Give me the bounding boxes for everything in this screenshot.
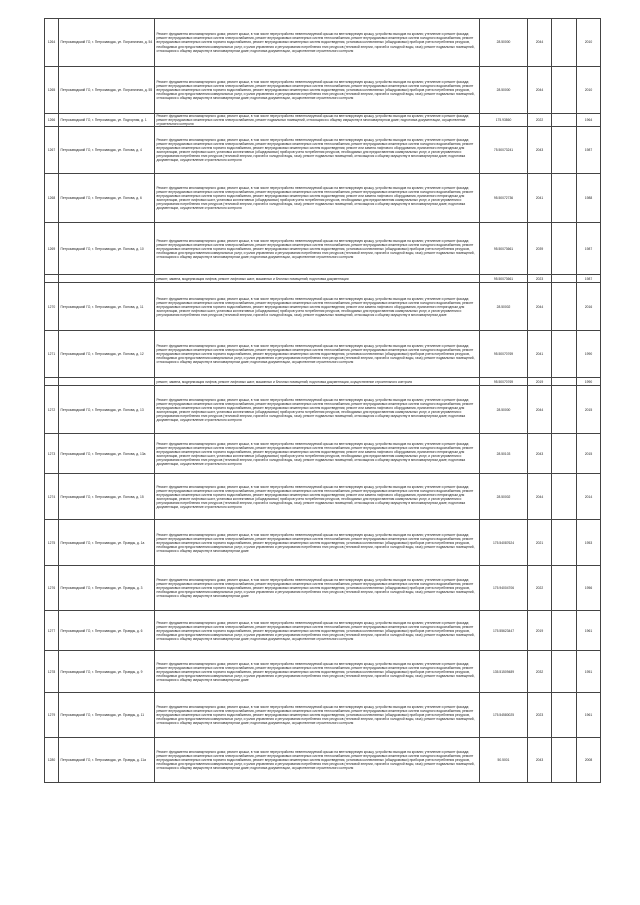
row-year-built: 1990 xyxy=(577,378,601,386)
row-number: 1265 xyxy=(45,67,59,114)
row-year-built: 2010 xyxy=(577,19,601,67)
row-year-work: 2044 xyxy=(528,283,552,331)
row-cost: 175.93860 xyxy=(480,114,528,127)
row-year-built: 1961 xyxy=(577,611,601,651)
table-row xyxy=(45,386,601,434)
row-spacer xyxy=(552,19,577,67)
row-address: Петрозаводский ГО, г. Петрозаводск, ул. Правды, д. 3 xyxy=(59,566,155,611)
row-year-built: 1953 xyxy=(577,520,601,566)
row-address: Петрозаводский ГО, г. Петрозаводск, ул. Попова, д. 15 xyxy=(59,474,155,520)
row-year-built: 2016 xyxy=(577,283,601,331)
row-cost: 28.50103 xyxy=(480,434,528,474)
document-page xyxy=(44,18,600,783)
row-year-built: 2008 xyxy=(577,738,601,783)
row-spacer xyxy=(552,611,577,651)
row-number: 1276 xyxy=(45,566,59,611)
row-year-work: 2032 xyxy=(528,651,552,693)
row-year-work: 2043 xyxy=(528,738,552,783)
row-year-work: 2039 xyxy=(528,223,552,275)
row-cost: 175.55623447 xyxy=(480,611,528,651)
row-address xyxy=(59,275,155,283)
row-number: 1279 xyxy=(45,693,59,738)
row-spacer xyxy=(552,174,577,223)
row-year-built: 1951 xyxy=(577,651,601,693)
row-year-work: 2044 xyxy=(528,19,552,67)
row-spacer xyxy=(552,738,577,783)
row-year-built: 1990 xyxy=(577,331,601,378)
row-address: Петрозаводский ГО, г. Петрозаводск, ул. Попова, д. 13а xyxy=(59,434,155,474)
row-number: 1268 xyxy=(45,174,59,223)
row-year-work: 2023 xyxy=(528,275,552,283)
row-spacer xyxy=(552,223,577,275)
capital-repair-table xyxy=(44,18,601,783)
row-address: Петрозаводский ГО, г. Петрозаводск, ул. Правды, д. 1а xyxy=(59,520,155,566)
row-year-work: 2019 xyxy=(528,378,552,386)
row-year-built: 1961 xyxy=(577,693,601,738)
table-row xyxy=(45,174,601,223)
row-address: Петрозаводский ГО, г. Петрозаводск, ул. Правды, д. 6 xyxy=(59,611,155,651)
row-works: Ремонт фундамента многоквартирного дома; ремонт крыши, в том числе переустройство невентилируемой крыши на вентилируемую крышу, устройство выходов на кровлю; утепление и ремонт фасада; ремонт внутридомовых инженерных систем электроснабжения, ремонт внутридомовых инженерных систем теплоснабжения, ремонт внутридомовых инженерных систем холодного водоснабжения, ремонт внутридомовых инженерных систем горячего водоснабжения, ремонт внутридомовых инженерных систем водоотведения, установка коллективных (общедомовых) приборов учета потребления ресурсов, необходимых для предоставления коммунальных услуг, и узлов управления и регулирования потребления этих ресурсов (тепловой энергии, горячей и холодной воды, газа); ремонт подвальных помещений, относящихся к общему имуществу в многоквартирном доме; подготовка документации, осуществление строительного контроля xyxy=(155,611,480,651)
row-year-built: 1987 xyxy=(577,275,601,283)
table-row xyxy=(45,693,601,738)
row-spacer xyxy=(552,67,577,114)
row-year-built: 2015 xyxy=(577,386,601,434)
table-row xyxy=(45,566,601,611)
row-works: Ремонт фундамента многоквартирного дома; ремонт крыши, в том числе переустройство невентилируемой крыши на вентилируемую крышу, устройство выходов на кровлю; утепление и ремонт фасада; ремонт внутридомовых инженерных систем электроснабжения, ремонт внутридомовых инженерных систем теплоснабжения, ремонт внутридомовых инженерных систем холодного водоснабжения, ремонт внутридомовых инженерных систем горячего водоснабжения, ремонт внутридомовых инженерных систем водоотведения, установка коллективных (общедомовых) приборов учета потребления ресурсов, необходимых для предоставления коммунальных услуг, и узлов управления и регулирования потребления этих ресурсов (тепловой энергии, горячей и холодной воды, газа); ремонт подвальных помещений, относящихся к общему имуществу в многоквартирном доме xyxy=(155,566,480,611)
row-year-work: 2022 xyxy=(528,114,552,127)
row-cost: 28.50000 xyxy=(480,19,528,67)
row-works: Ремонт фундамента многоквартирного дома; ремонт крыши, в том числе переустройство невентилируемой крыши на вентилируемую крышу, устройство выходов на кровлю; утепление и ремонт фасада; ремонт внутридомовых инженерных систем электроснабжения, ремонт подвальных помещений, относящихся к общему имуществу в многоквартирном доме; подготовка документации, осуществление строительного контроля xyxy=(155,114,480,127)
row-spacer xyxy=(552,127,577,174)
row-year-built: 2015 xyxy=(577,434,601,474)
row-number: 1274 xyxy=(45,474,59,520)
row-works: Ремонт фундамента многоквартирного дома; ремонт крыши, в том числе переустройство невентилируемой крыши на вентилируемую крышу, устройство выходов на кровлю; утепление и ремонт фасада; ремонт внутридомовых инженерных систем электроснабжения, ремонт внутридомовых инженерных систем теплоснабжения, ремонт внутридомовых инженерных систем холодного водоснабжения, ремонт внутридомовых инженерных систем горячего водоснабжения, ремонт внутридомовых инженерных систем водоотведения; ремонт или замена лифтового оборудования, признанного непригодным для эксплуатации, ремонт лифтовых шахт, установка коллективных (общедомовых) приборов учета потребления ресурсов, необходимых для предоставления коммунальных услуг, и узлов управления и регулирования потребления этих ресурсов (тепловой энергии, горячей и холодной воды, газа); ремонт подвальных помещений, относящихся к общему имуществу в многоквартирном доме; подготовка документации, осуществление строительного контроля xyxy=(155,474,480,520)
row-address: Петрозаводский ГО, г. Петрозаводск, ул. Подгорная, д. 1 xyxy=(59,114,155,127)
row-year-built: 1964 xyxy=(577,114,601,127)
row-year-work: 2041 xyxy=(528,174,552,223)
row-number: 1272 xyxy=(45,386,59,434)
row-address: Петрозаводский ГО, г. Петрозаводск, ул. Попова, д. 11 xyxy=(59,283,155,331)
row-cost: 95.50073661 xyxy=(480,223,528,275)
row-cost: 135.51509489 xyxy=(480,651,528,693)
row-year-built: 1987 xyxy=(577,223,601,275)
table-row xyxy=(45,378,601,386)
row-spacer xyxy=(552,283,577,331)
row-works: Ремонт фундамента многоквартирного дома; ремонт крыши, в том числе переустройство невентилируемой крыши на вентилируемую крышу, устройство выходов на кровлю; утепление и ремонт фасада; ремонт внутридомовых инженерных систем электроснабжения, ремонт внутридомовых инженерных систем теплоснабжения, ремонт внутридомовых инженерных систем холодного водоснабжения, ремонт внутридомовых инженерных систем горячего водоснабжения, ремонт внутридомовых инженерных систем водоотведения, установка коллективных (общедомовых) приборов учета потребления ресурсов, необходимых для предоставления коммунальных услуг, и узлов управления и регулирования потребления этих ресурсов (тепловой энергии, горячей и холодной воды, газа); ремонт подвальных помещений, относящихся к общему имуществу в многоквартирном доме; подготовка документации, осуществление строительного контроля xyxy=(155,331,480,378)
row-number: 1264 xyxy=(45,19,59,67)
row-address: Петрозаводский ГО, г. Петрозаводск, ул. Пограничная, д. 55 xyxy=(59,67,155,114)
row-spacer xyxy=(552,114,577,127)
row-year-work: 2019 xyxy=(528,611,552,651)
table-row xyxy=(45,738,601,783)
row-address: Петрозаводский ГО, г. Петрозаводск, ул. Попова, д. 6 xyxy=(59,174,155,223)
row-year-work: 2044 xyxy=(528,386,552,434)
row-year-built: 1987 xyxy=(577,127,601,174)
row-number: 1269 xyxy=(45,223,59,275)
table-row xyxy=(45,520,601,566)
row-address: Петрозаводский ГО, г. Петрозаводск, ул. Правды, д. 9 xyxy=(59,651,155,693)
table-row xyxy=(45,127,601,174)
row-year-work: 2021 xyxy=(528,520,552,566)
row-year-work: 2041 xyxy=(528,331,552,378)
row-year-work: 2044 xyxy=(528,67,552,114)
row-works: Ремонт фундамента многоквартирного дома; ремонт крыши, в том числе переустройство невентилируемой крыши на вентилируемую крышу, устройство выходов на кровлю; утепление и ремонт фасада; ремонт внутридомовых инженерных систем электроснабжения, ремонт внутридомовых инженерных систем теплоснабжения, ремонт внутридомовых инженерных систем холодного водоснабжения, ремонт внутридомовых инженерных систем горячего водоснабжения, ремонт внутридомовых инженерных систем водоотведения; ремонт или замена лифтового оборудования, признанного непригодным для эксплуатации, ремонт лифтовых шахт, установка коллективных (общедомовых) приборов учета потребления ресурсов, необходимых для предоставления коммунальных услуг, и узлов управления и регулирования потребления этих ресурсов (тепловой энергии, горячей и холодной воды, газа); ремонт подвальных помещений, относящихся к общему имуществу в многоквартирном доме xyxy=(155,283,480,331)
row-address: Петрозаводский ГО, г. Петрозаводск, ул. Попова, д. 10 xyxy=(59,223,155,275)
row-year-work: 2044 xyxy=(528,474,552,520)
row-cost: 95.50073661 xyxy=(480,275,528,283)
row-works: Ремонт фундамента многоквартирного дома; ремонт крыши, в том числе переустройство невентилируемой крыши на вентилируемую крышу, устройство выходов на кровлю; утепление и ремонт фасада; ремонт внутридомовых инженерных систем электроснабжения, ремонт внутридомовых инженерных систем теплоснабжения, ремонт внутридомовых инженерных систем холодного водоснабжения, ремонт внутридомовых инженерных систем горячего водоснабжения, ремонт внутридомовых инженерных систем водоотведения, установка коллективных (общедомовых) приборов учета потребления ресурсов, необходимых для предоставления коммунальных услуг, и узлов управления и регулирования потребления этих ресурсов (тепловой энергии, горячей и холодной воды, газа); ремонт подвальных помещений, относящихся к общему имуществу в многоквартирном доме xyxy=(155,520,480,566)
row-address: Петрозаводский ГО, г. Петрозаводск, ул. Попова, д. 4 xyxy=(59,127,155,174)
row-cost: 28.50000 xyxy=(480,67,528,114)
table-row xyxy=(45,474,601,520)
row-spacer xyxy=(552,378,577,386)
row-address: Петрозаводский ГО, г. Петрозаводск, ул. Пограничная, д. 54 xyxy=(59,19,155,67)
row-year-work: 2022 xyxy=(528,566,552,611)
row-cost: 175.94004706 xyxy=(480,566,528,611)
table-body xyxy=(45,19,601,783)
row-year-work: 2043 xyxy=(528,127,552,174)
table-row xyxy=(45,611,601,651)
row-year-work: 2043 xyxy=(528,434,552,474)
row-spacer xyxy=(552,331,577,378)
row-year-built: 1956 xyxy=(577,566,601,611)
row-cost: 28.50002 xyxy=(480,283,528,331)
row-spacer xyxy=(552,693,577,738)
row-number: 1271 xyxy=(45,331,59,378)
row-works: Ремонт фундамента многоквартирного дома; ремонт крыши, в том числе переустройство невентилируемой крыши на вентилируемую крышу, устройство выходов на кровлю; утепление и ремонт фасада; ремонт внутридомовых инженерных систем электроснабжения, ремонт внутридомовых инженерных систем теплоснабжения, ремонт внутридомовых инженерных систем холодного водоснабжения, ремонт внутридомовых инженерных систем горячего водоснабжения, ремонт внутридомовых инженерных систем водоотведения; ремонт или замена лифтового оборудования, признанного непригодным для эксплуатации, ремонт лифтовых шахт, установка коллективных (общедомовых) приборов учета потребления ресурсов, необходимых для предоставления коммунальных услуг, и узлов управления и регулирования потребления этих ресурсов (тепловой энергии, горячей и холодной воды, газа); ремонт подвальных помещений, относящихся к общему имуществу в многоквартирном доме; подготовка документации, осуществление строительного контроля xyxy=(155,434,480,474)
row-works: ремонт, замена, модернизация лифтов, ремонт лифтовых шахт, машинных и блочных помещений; подготовка документации, осуществление строительного контроля xyxy=(155,378,480,386)
table-row xyxy=(45,114,601,127)
row-number xyxy=(45,275,59,283)
row-number xyxy=(45,378,59,386)
row-spacer xyxy=(552,651,577,693)
table-row xyxy=(45,434,601,474)
row-spacer xyxy=(552,275,577,283)
row-number: 1266 xyxy=(45,114,59,127)
row-address: Петрозаводский ГО, г. Петрозаводск, ул. Правды, д. 11 xyxy=(59,693,155,738)
row-year-work: 2023 xyxy=(528,693,552,738)
row-number: 1267 xyxy=(45,127,59,174)
row-number: 1270 xyxy=(45,283,59,331)
row-cost: 75.50073241 xyxy=(480,127,528,174)
row-cost: 95.50070769 xyxy=(480,378,528,386)
row-works: ремонт, замена, модернизация лифтов, ремонт лифтовых шахт, машинных и блочных помещений; подготовка документации xyxy=(155,275,480,283)
row-year-built: 2010 xyxy=(577,67,601,114)
row-year-built: 2014 xyxy=(577,474,601,520)
row-address: Петрозаводский ГО, г. Петрозаводск, ул. Попова, д. 12 xyxy=(59,331,155,378)
row-works: Ремонт фундамента многоквартирного дома; ремонт крыши, в том числе переустройство невентилируемой крыши на вентилируемую крышу, устройство выходов на кровлю; утепление и ремонт фасада; ремонт внутридомовых инженерных систем электроснабжения, ремонт внутридомовых инженерных систем теплоснабжения, ремонт внутридомовых инженерных систем холодного водоснабжения, ремонт внутридомовых инженерных систем горячего водоснабжения, ремонт внутридомовых инженерных систем водоотведения; ремонт или замена лифтового оборудования, признанного непригодным для эксплуатации, ремонт лифтовых шахт, установка коллективных (общедомовых) приборов учета потребления ресурсов, необходимых для предоставления коммунальных услуг, и узлов управления и регулирования потребления этих ресурсов (тепловой энергии, горячей и холодной воды, газа); ремонт подвальных помещений, относящихся к общему имуществу в многоквартирном доме; подготовка документации, осуществление строительного контроля xyxy=(155,127,480,174)
row-works: Ремонт фундамента многоквартирного дома; ремонт крыши, в том числе переустройство невентилируемой крыши на вентилируемую крышу, устройство выходов на кровлю; утепление и ремонт фасада; ремонт внутридомовых инженерных систем электроснабжения, ремонт внутридомовых инженерных систем теплоснабжения, ремонт внутридомовых инженерных систем холодного водоснабжения, ремонт внутридомовых инженерных систем горячего водоснабжения, ремонт внутридомовых инженерных систем водоотведения, установка коллективных (общедомовых) приборов учета потребления ресурсов, необходимых для предоставления коммунальных услуг, и узлов управления и регулирования потребления этих ресурсов (тепловой энергии, горячей и холодной воды, газа); ремонт подвальных помещений, относящихся к общему имуществу в многоквартирном доме; подготовка документации, осуществление строительного контроля xyxy=(155,223,480,275)
table-row xyxy=(45,283,601,331)
row-spacer xyxy=(552,566,577,611)
row-works: Ремонт фундамента многоквартирного дома; ремонт крыши, в том числе переустройство невентилируемой крыши на вентилируемую крышу, устройство выходов на кровлю; утепление и ремонт фасада; ремонт внутридомовых инженерных систем электроснабжения, ремонт внутридомовых инженерных систем теплоснабжения, ремонт внутридомовых инженерных систем холодного водоснабжения, ремонт внутридомовых инженерных систем горячего водоснабжения, ремонт внутридомовых инженерных систем водоотведения; ремонт или замена лифтового оборудования, признанного непригодным для эксплуатации, ремонт лифтовых шахт, установка коллективных (общедомовых) приборов учета потребления ресурсов, необходимых для предоставления коммунальных услуг, и узлов управления и регулирования потребления этих ресурсов (тепловой энергии, горячей и холодной воды, газа); ремонт подвальных помещений, относящихся к общему имуществу в многоквартирном доме; подготовка документации, осуществление строительного контроля xyxy=(155,174,480,223)
row-works: Ремонт фундамента многоквартирного дома; ремонт крыши, в том числе переустройство невентилируемой крыши на вентилируемую крышу, устройство выходов на кровлю; утепление и ремонт фасада; ремонт внутридомовых инженерных систем электроснабжения, ремонт внутридомовых инженерных систем теплоснабжения, ремонт внутридомовых инженерных систем холодного водоснабжения, ремонт внутридомовых инженерных систем горячего водоснабжения, ремонт внутридомовых инженерных систем водоотведения, установка коллективных (общедомовых) приборов учета потребления ресурсов, необходимых для предоставления коммунальных услуг, и узлов управления и регулирования потребления этих ресурсов (тепловой энергии, горячей и холодной воды, газа); ремонт подвальных помещений, относящихся к общему имуществу в многоквартирном доме; подготовка документации, осуществление строительного контроля xyxy=(155,19,480,67)
row-works: Ремонт фундамента многоквартирного дома; ремонт крыши, в том числе переустройство невентилируемой крыши на вентилируемую крышу, устройство выходов на кровлю; утепление и ремонт фасада; ремонт внутридомовых инженерных систем электроснабжения, ремонт внутридомовых инженерных систем теплоснабжения, ремонт внутридомовых инженерных систем холодного водоснабжения, ремонт внутридомовых инженерных систем горячего водоснабжения, ремонт внутридомовых инженерных систем водоотведения, установка коллективных (общедомовых) приборов учета потребления ресурсов, необходимых для предоставления коммунальных услуг, и узлов управления и регулирования потребления этих ресурсов (тепловой энергии, горячей и холодной воды, газа); ремонт подвальных помещений, относящихся к общему имуществу в многоквартирном доме xyxy=(155,651,480,693)
table-row xyxy=(45,19,601,67)
row-cost: 175.54580025 xyxy=(480,693,528,738)
row-works: Ремонт фундамента многоквартирного дома; ремонт крыши, в том числе переустройство невентилируемой крыши на вентилируемую крышу, устройство выходов на кровлю; утепление и ремонт фасада; ремонт внутридомовых инженерных систем электроснабжения, ремонт внутридомовых инженерных систем теплоснабжения, ремонт внутридомовых инженерных систем холодного водоснабжения, ремонт внутридомовых инженерных систем горячего водоснабжения, ремонт внутридомовых инженерных систем водоотведения, установка коллективных (общедомовых) приборов учета потребления ресурсов, необходимых для предоставления коммунальных услуг, и узлов управления и регулирования потребления этих ресурсов (тепловой энергии, горячей и холодной воды, газа); ремонт подвальных помещений, относящихся к общему имуществу в многоквартирном доме; подготовка документации, осуществление строительного контроля xyxy=(155,67,480,114)
row-cost: 50.5001 xyxy=(480,738,528,783)
row-spacer xyxy=(552,434,577,474)
row-spacer xyxy=(552,386,577,434)
row-number: 1277 xyxy=(45,611,59,651)
table-row xyxy=(45,331,601,378)
table-row xyxy=(45,275,601,283)
table-row xyxy=(45,223,601,275)
row-year-built: 1988 xyxy=(577,174,601,223)
row-cost: 28.50000 xyxy=(480,386,528,434)
row-address: Петрозаводский ГО, г. Петрозаводск, ул. Правды, д. 11а xyxy=(59,738,155,783)
row-cost: 95.50070769 xyxy=(480,331,528,378)
row-works: Ремонт фундамента многоквартирного дома; ремонт крыши, в том числе переустройство невентилируемой крыши на вентилируемую крышу, устройство выходов на кровлю; утепление и ремонт фасада; ремонт внутридомовых инженерных систем электроснабжения, ремонт внутридомовых инженерных систем теплоснабжения, ремонт внутридомовых инженерных систем холодного водоснабжения, ремонт внутридомовых инженерных систем горячего водоснабжения, ремонт внутридомовых инженерных систем водоотведения; ремонт или замена лифтового оборудования, признанного непригодным для эксплуатации, ремонт лифтовых шахт, установка коллективных (общедомовых) приборов учета потребления ресурсов, необходимых для предоставления коммунальных услуг, и узлов управления и регулирования потребления этих ресурсов (тепловой энергии, горячей и холодной воды, газа); ремонт подвальных помещений, относящихся к общему имуществу в многоквартирном доме; подготовка документации, осуществление строительного контроля xyxy=(155,386,480,434)
row-cost: 28.50002 xyxy=(480,474,528,520)
row-cost: 175.54087624 xyxy=(480,520,528,566)
row-spacer xyxy=(552,474,577,520)
row-number: 1280 xyxy=(45,738,59,783)
table-row xyxy=(45,651,601,693)
row-address xyxy=(59,378,155,386)
row-cost: 95.50072736 xyxy=(480,174,528,223)
row-spacer xyxy=(552,520,577,566)
row-works: Ремонт фундамента многоквартирного дома; ремонт крыши, в том числе переустройство невентилируемой крыши на вентилируемую крышу, устройство выходов на кровлю; утепление и ремонт фасада; ремонт внутридомовых инженерных систем электроснабжения, ремонт внутридомовых инженерных систем теплоснабжения, ремонт внутридомовых инженерных систем холодного водоснабжения, ремонт внутридомовых инженерных систем горячего водоснабжения, ремонт внутридомовых инженерных систем водоотведения, установка коллективных (общедомовых) приборов учета потребления ресурсов, необходимых для предоставления коммунальных услуг, и узлов управления и регулирования потребления этих ресурсов (тепловой энергии, горячей и холодной воды, газа); ремонт подвальных помещений, относящихся к общему имуществу в многоквартирном доме; подготовка документации, осуществление строительного контроля xyxy=(155,693,480,738)
row-number: 1273 xyxy=(45,434,59,474)
row-number: 1275 xyxy=(45,520,59,566)
row-works: Ремонт фундамента многоквартирного дома; ремонт крыши, в том числе переустройство невентилируемой крыши на вентилируемую крышу, устройство выходов на кровлю; утепление и ремонт фасада; ремонт внутридомовых инженерных систем электроснабжения, ремонт внутридомовых инженерных систем теплоснабжения, ремонт внутридомовых инженерных систем холодного водоснабжения, ремонт внутридомовых инженерных систем горячего водоснабжения, ремонт внутридомовых инженерных систем водоотведения, установка коллективных (общедомовых) приборов учета потребления ресурсов, необходимых для предоставления коммунальных услуг, и узлов управления и регулирования потребления этих ресурсов (тепловой энергии, горячей и холодной воды, газа); ремонт подвальных помещений, относящихся к общему имуществу в многоквартирном доме; подготовка документации, осуществление строительного контроля xyxy=(155,738,480,783)
row-number: 1278 xyxy=(45,651,59,693)
row-address: Петрозаводский ГО, г. Петрозаводск, ул. Попова, д. 13 xyxy=(59,386,155,434)
table-row xyxy=(45,67,601,114)
